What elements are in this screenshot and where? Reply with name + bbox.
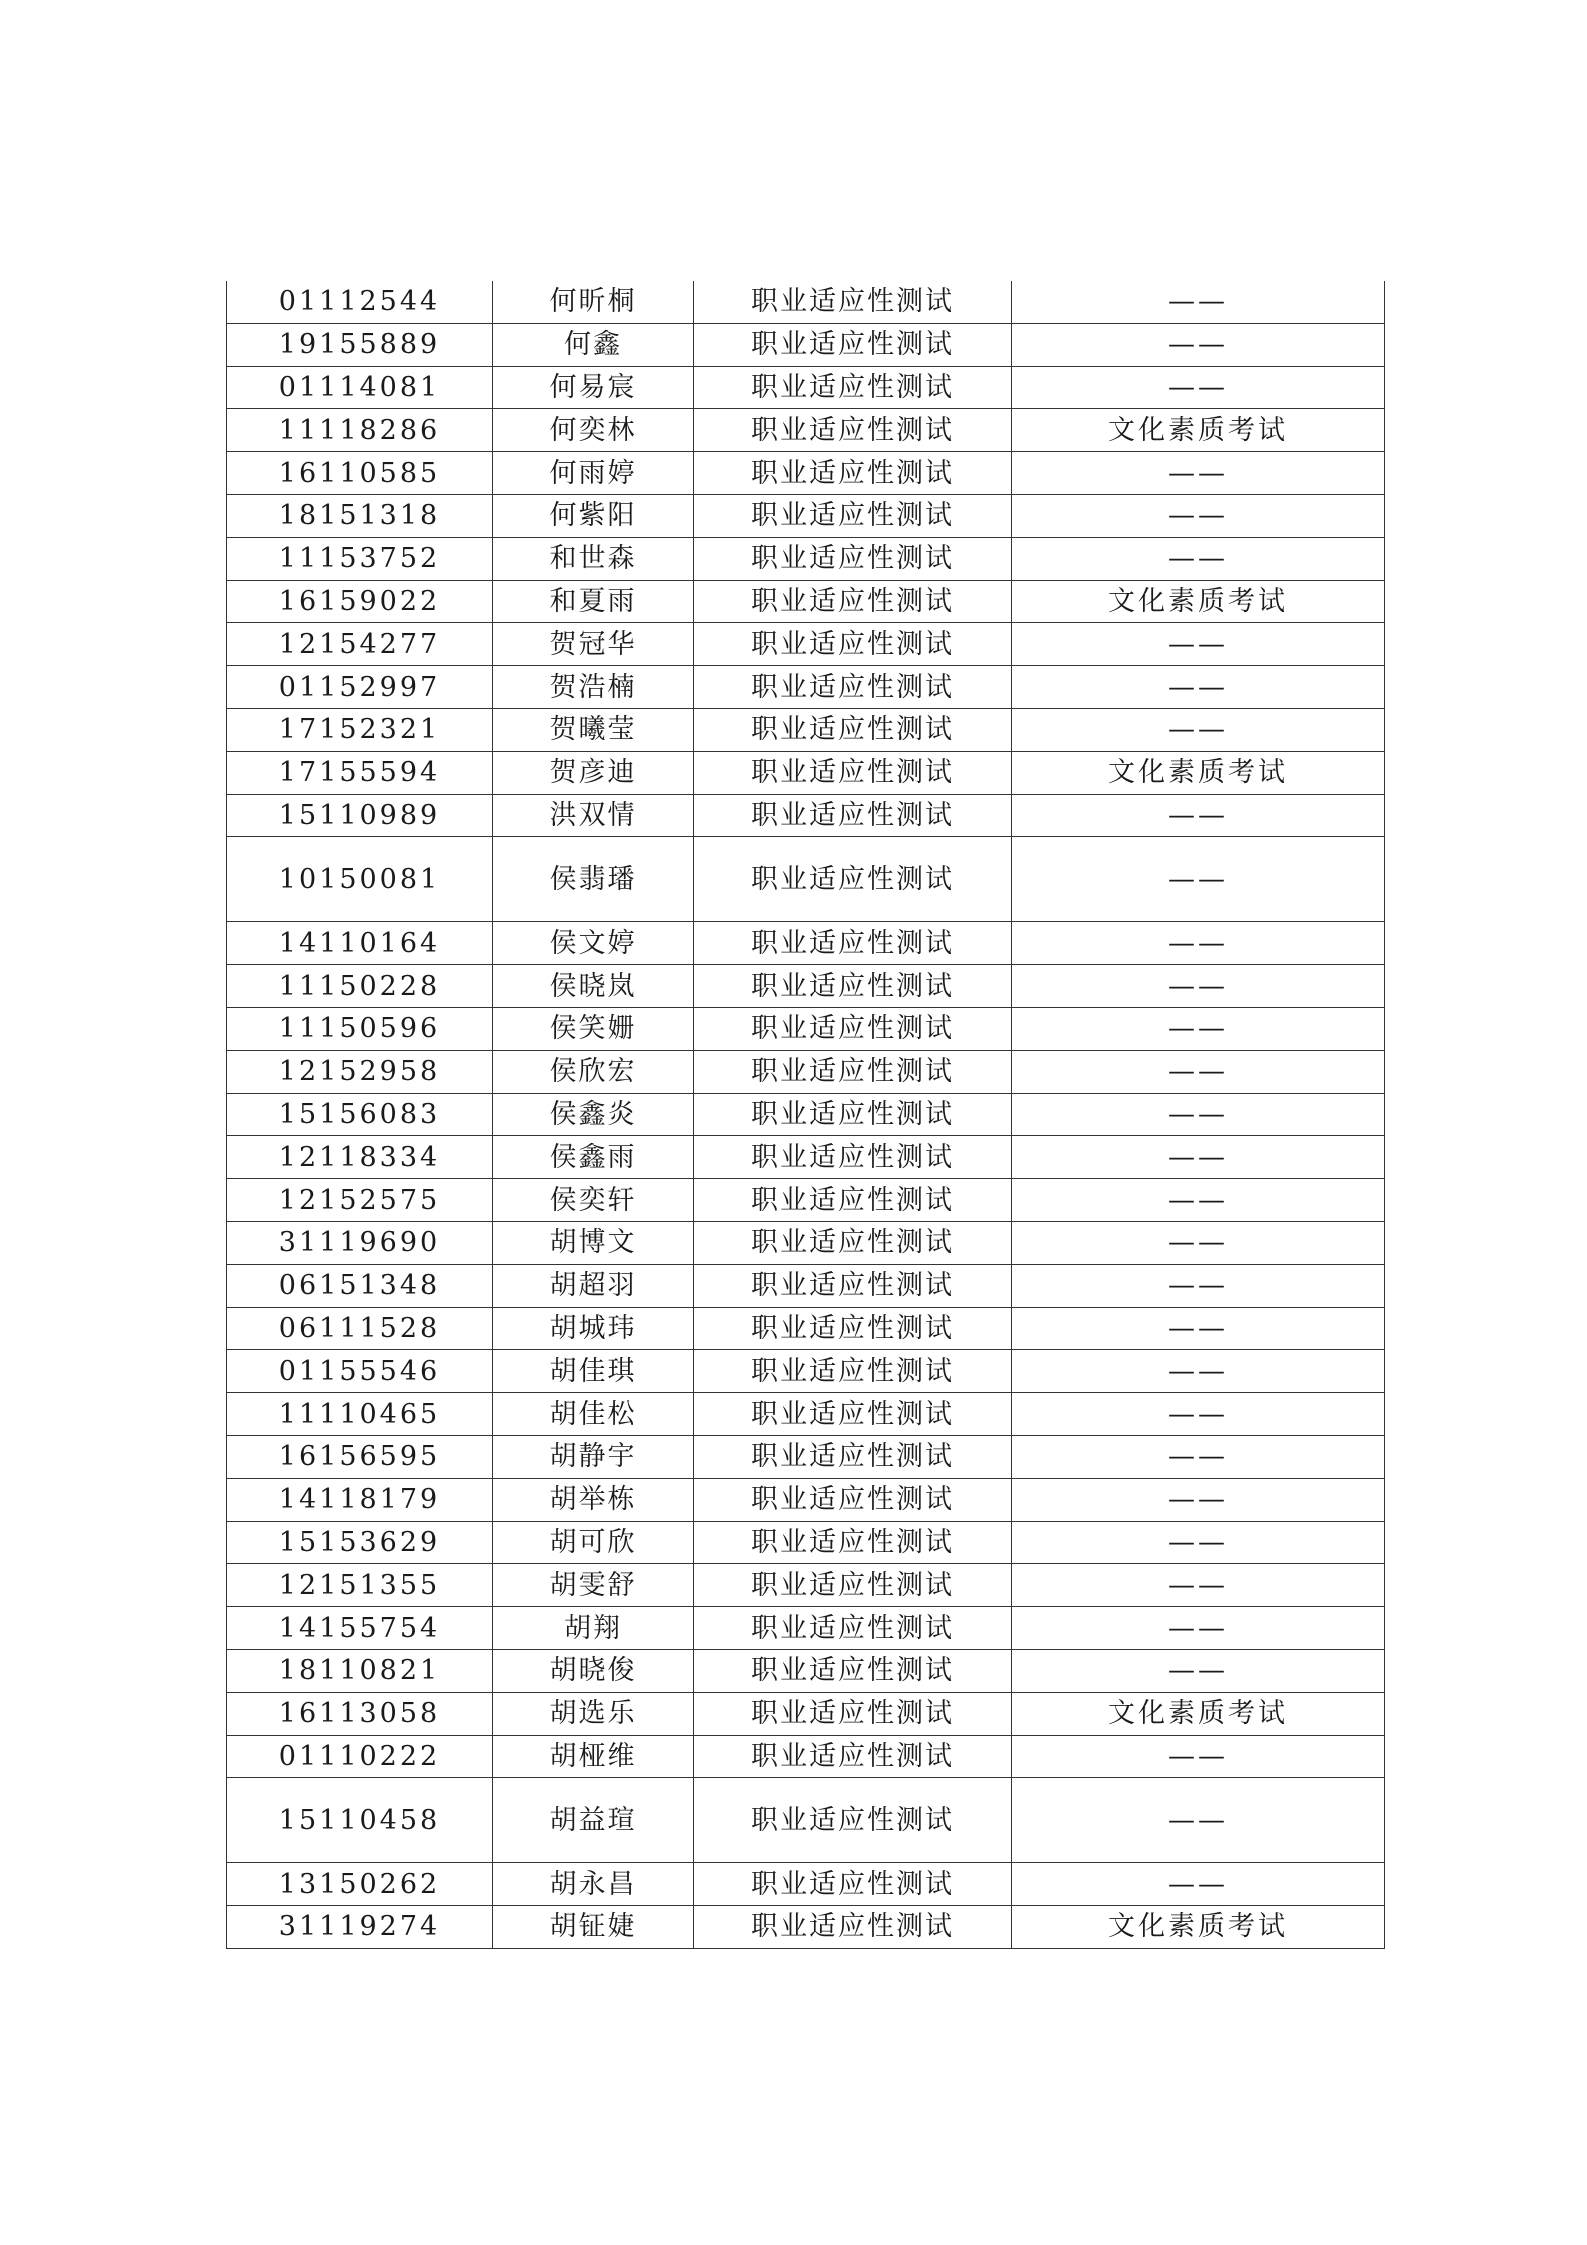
test-type-cell: 职业适应性测试 (694, 1264, 1012, 1307)
candidate-name-cell: 胡益瑄 (493, 1778, 694, 1863)
test-type-cell: 职业适应性测试 (694, 1906, 1012, 1949)
candidate-id-cell: 13150262 (227, 1863, 493, 1906)
table-row (227, 1778, 1385, 1863)
extra-exam-cell: —— (1012, 1564, 1385, 1607)
test-type-cell: 职业适应性测试 (694, 1521, 1012, 1564)
candidate-id-cell: 06151348 (227, 1264, 493, 1307)
candidate-id-cell: 12118334 (227, 1136, 493, 1179)
candidate-id-cell: 15156083 (227, 1093, 493, 1136)
table-row (227, 751, 1385, 794)
candidate-id-cell: 15110989 (227, 794, 493, 837)
candidate-name-cell: 胡佳松 (493, 1393, 694, 1436)
extra-exam-cell: 文化素质考试 (1012, 751, 1385, 794)
candidate-name-cell: 胡超羽 (493, 1264, 694, 1307)
candidate-name-cell: 胡晓俊 (493, 1649, 694, 1692)
candidate-name-cell: 胡佳琪 (493, 1350, 694, 1393)
extra-exam-cell: —— (1012, 1607, 1385, 1650)
table-row (227, 1007, 1385, 1050)
candidate-name-cell: 和世森 (493, 537, 694, 580)
candidate-name-cell: 侯文婷 (493, 922, 694, 965)
test-type-cell: 职业适应性测试 (694, 1607, 1012, 1650)
candidate-id-cell: 01114081 (227, 366, 493, 409)
candidate-id-cell: 11150228 (227, 965, 493, 1008)
table-row (227, 1478, 1385, 1521)
candidate-id-cell: 31119690 (227, 1221, 493, 1264)
extra-exam-cell: —— (1012, 1521, 1385, 1564)
candidate-name-cell: 侯欣宏 (493, 1050, 694, 1093)
extra-exam-cell: —— (1012, 1350, 1385, 1393)
test-type-cell: 职业适应性测试 (694, 580, 1012, 623)
extra-exam-cell: —— (1012, 837, 1385, 922)
candidate-id-cell: 06111528 (227, 1307, 493, 1350)
table-row (227, 1307, 1385, 1350)
table-row (227, 1521, 1385, 1564)
table-row (227, 794, 1385, 837)
table-row (227, 281, 1385, 323)
candidate-id-cell: 19155889 (227, 323, 493, 366)
extra-exam-cell: —— (1012, 1221, 1385, 1264)
candidate-id-cell: 01112544 (227, 281, 493, 323)
extra-exam-cell: —— (1012, 1735, 1385, 1778)
extra-exam-cell: —— (1012, 794, 1385, 837)
extra-exam-cell: 文化素质考试 (1012, 580, 1385, 623)
candidate-id-cell: 01152997 (227, 666, 493, 709)
extra-exam-cell: —— (1012, 452, 1385, 495)
test-type-cell: 职业适应性测试 (694, 281, 1012, 323)
table-row (227, 409, 1385, 452)
extra-exam-cell: —— (1012, 922, 1385, 965)
candidate-id-cell: 12154277 (227, 623, 493, 666)
candidate-id-cell: 16159022 (227, 580, 493, 623)
extra-exam-cell: —— (1012, 323, 1385, 366)
candidate-id-cell: 01155546 (227, 1350, 493, 1393)
candidate-id-cell: 11150596 (227, 1007, 493, 1050)
table-row (227, 1863, 1385, 1906)
candidate-name-cell: 贺彦迪 (493, 751, 694, 794)
candidate-id-cell: 01110222 (227, 1735, 493, 1778)
test-type-cell: 职业适应性测试 (694, 1435, 1012, 1478)
candidate-name-cell: 何奕林 (493, 409, 694, 452)
candidate-id-cell: 17152321 (227, 708, 493, 751)
test-type-cell: 职业适应性测试 (694, 751, 1012, 794)
extra-exam-cell: —— (1012, 623, 1385, 666)
candidate-id-cell: 15153629 (227, 1521, 493, 1564)
table-row (227, 1179, 1385, 1222)
candidate-id-cell: 16110585 (227, 452, 493, 495)
test-type-cell: 职业适应性测试 (694, 708, 1012, 751)
candidate-table-body (227, 281, 1385, 1948)
test-type-cell: 职业适应性测试 (694, 1692, 1012, 1735)
candidate-name-cell: 侯晓岚 (493, 965, 694, 1008)
candidate-id-cell: 14110164 (227, 922, 493, 965)
extra-exam-cell: —— (1012, 1393, 1385, 1436)
candidate-id-cell: 11110465 (227, 1393, 493, 1436)
extra-exam-cell: 文化素质考试 (1012, 1906, 1385, 1949)
table-row (227, 623, 1385, 666)
candidate-name-cell: 侯鑫炎 (493, 1093, 694, 1136)
candidate-name-cell: 何雨婷 (493, 452, 694, 495)
test-type-cell: 职业适应性测试 (694, 1778, 1012, 1863)
extra-exam-cell: —— (1012, 1093, 1385, 1136)
extra-exam-cell: —— (1012, 965, 1385, 1008)
extra-exam-cell: —— (1012, 281, 1385, 323)
candidate-name-cell: 何昕桐 (493, 281, 694, 323)
test-type-cell: 职业适应性测试 (694, 1050, 1012, 1093)
extra-exam-cell: —— (1012, 1649, 1385, 1692)
table-row (227, 537, 1385, 580)
table-row (227, 1564, 1385, 1607)
test-type-cell: 职业适应性测试 (694, 1179, 1012, 1222)
test-type-cell: 职业适应性测试 (694, 1221, 1012, 1264)
extra-exam-cell: —— (1012, 666, 1385, 709)
candidate-id-cell: 11118286 (227, 409, 493, 452)
candidate-name-cell: 侯翡璠 (493, 837, 694, 922)
extra-exam-cell: —— (1012, 1050, 1385, 1093)
candidate-name-cell: 贺冠华 (493, 623, 694, 666)
table-row (227, 1050, 1385, 1093)
table-row (227, 708, 1385, 751)
candidate-name-cell: 胡城玮 (493, 1307, 694, 1350)
test-type-cell: 职业适应性测试 (694, 1136, 1012, 1179)
extra-exam-cell: —— (1012, 1264, 1385, 1307)
candidate-id-cell: 16156595 (227, 1435, 493, 1478)
candidate-name-cell: 何易宸 (493, 366, 694, 409)
test-type-cell: 职业适应性测试 (694, 1307, 1012, 1350)
extra-exam-cell: —— (1012, 494, 1385, 537)
table-row (227, 1136, 1385, 1179)
extra-exam-cell: —— (1012, 1136, 1385, 1179)
test-type-cell: 职业适应性测试 (694, 837, 1012, 922)
candidate-id-cell: 17155594 (227, 751, 493, 794)
candidate-name-cell: 贺曦莹 (493, 708, 694, 751)
table-row (227, 323, 1385, 366)
table-row (227, 1906, 1385, 1949)
candidate-id-cell: 15110458 (227, 1778, 493, 1863)
candidate-id-cell: 31119274 (227, 1906, 493, 1949)
candidate-id-cell: 12152958 (227, 1050, 493, 1093)
candidate-id-cell: 12151355 (227, 1564, 493, 1607)
extra-exam-cell: —— (1012, 1778, 1385, 1863)
extra-exam-cell: 文化素质考试 (1012, 409, 1385, 452)
candidate-name-cell: 贺浩楠 (493, 666, 694, 709)
table-row (227, 1735, 1385, 1778)
candidate-id-cell: 14155754 (227, 1607, 493, 1650)
extra-exam-cell: —— (1012, 1863, 1385, 1906)
candidate-name-cell: 胡举栋 (493, 1478, 694, 1521)
test-type-cell: 职业适应性测试 (694, 1863, 1012, 1906)
table-row (227, 666, 1385, 709)
test-type-cell: 职业适应性测试 (694, 666, 1012, 709)
candidate-name-cell: 胡雯舒 (493, 1564, 694, 1607)
table-row (227, 494, 1385, 537)
table-row (227, 366, 1385, 409)
candidate-id-cell: 10150081 (227, 837, 493, 922)
extra-exam-cell: —— (1012, 1478, 1385, 1521)
table-row (227, 1093, 1385, 1136)
table-row (227, 1692, 1385, 1735)
candidate-name-cell: 胡钲婕 (493, 1906, 694, 1949)
test-type-cell: 职业适应性测试 (694, 1350, 1012, 1393)
candidate-id-cell: 11153752 (227, 537, 493, 580)
test-type-cell: 职业适应性测试 (694, 1564, 1012, 1607)
test-type-cell: 职业适应性测试 (694, 1007, 1012, 1050)
candidate-name-cell: 侯奕轩 (493, 1179, 694, 1222)
table-row (227, 1264, 1385, 1307)
candidate-name-cell: 何鑫 (493, 323, 694, 366)
table-row (227, 1221, 1385, 1264)
candidate-name-cell: 胡桠维 (493, 1735, 694, 1778)
extra-exam-cell: —— (1012, 1307, 1385, 1350)
candidate-id-cell: 18151318 (227, 494, 493, 537)
candidate-name-cell: 洪双情 (493, 794, 694, 837)
table-row (227, 1393, 1385, 1436)
test-type-cell: 职业适应性测试 (694, 1735, 1012, 1778)
extra-exam-cell: —— (1012, 1179, 1385, 1222)
candidate-id-cell: 16113058 (227, 1692, 493, 1735)
candidate-name-cell: 胡可欣 (493, 1521, 694, 1564)
test-type-cell: 职业适应性测试 (694, 1649, 1012, 1692)
candidate-name-cell: 胡博文 (493, 1221, 694, 1264)
candidate-name-cell: 胡永昌 (493, 1863, 694, 1906)
candidate-table (226, 281, 1385, 1949)
test-type-cell: 职业适应性测试 (694, 623, 1012, 666)
test-type-cell: 职业适应性测试 (694, 1478, 1012, 1521)
test-type-cell: 职业适应性测试 (694, 965, 1012, 1008)
test-type-cell: 职业适应性测试 (694, 494, 1012, 537)
table-row (227, 1607, 1385, 1650)
test-type-cell: 职业适应性测试 (694, 409, 1012, 452)
table-row (227, 837, 1385, 922)
candidate-name-cell: 侯笑姗 (493, 1007, 694, 1050)
candidate-name-cell: 侯鑫雨 (493, 1136, 694, 1179)
extra-exam-cell: —— (1012, 1435, 1385, 1478)
extra-exam-cell: 文化素质考试 (1012, 1692, 1385, 1735)
table-row (227, 965, 1385, 1008)
table-row (227, 1435, 1385, 1478)
extra-exam-cell: —— (1012, 708, 1385, 751)
candidate-name-cell: 胡翔 (493, 1607, 694, 1650)
test-type-cell: 职业适应性测试 (694, 366, 1012, 409)
test-type-cell: 职业适应性测试 (694, 323, 1012, 366)
test-type-cell: 职业适应性测试 (694, 794, 1012, 837)
candidate-name-cell: 何紫阳 (493, 494, 694, 537)
test-type-cell: 职业适应性测试 (694, 1093, 1012, 1136)
extra-exam-cell: —— (1012, 1007, 1385, 1050)
extra-exam-cell: —— (1012, 366, 1385, 409)
candidate-id-cell: 18110821 (227, 1649, 493, 1692)
test-type-cell: 职业适应性测试 (694, 537, 1012, 580)
table-row (227, 1649, 1385, 1692)
test-type-cell: 职业适应性测试 (694, 1393, 1012, 1436)
candidate-name-cell: 胡静宇 (493, 1435, 694, 1478)
table-row (227, 452, 1385, 495)
candidate-name-cell: 和夏雨 (493, 580, 694, 623)
candidate-id-cell: 12152575 (227, 1179, 493, 1222)
table-row (227, 1350, 1385, 1393)
table-row (227, 580, 1385, 623)
candidate-id-cell: 14118179 (227, 1478, 493, 1521)
candidate-name-cell: 胡选乐 (493, 1692, 694, 1735)
extra-exam-cell: —— (1012, 537, 1385, 580)
test-type-cell: 职业适应性测试 (694, 452, 1012, 495)
test-type-cell: 职业适应性测试 (694, 922, 1012, 965)
table-row (227, 922, 1385, 965)
